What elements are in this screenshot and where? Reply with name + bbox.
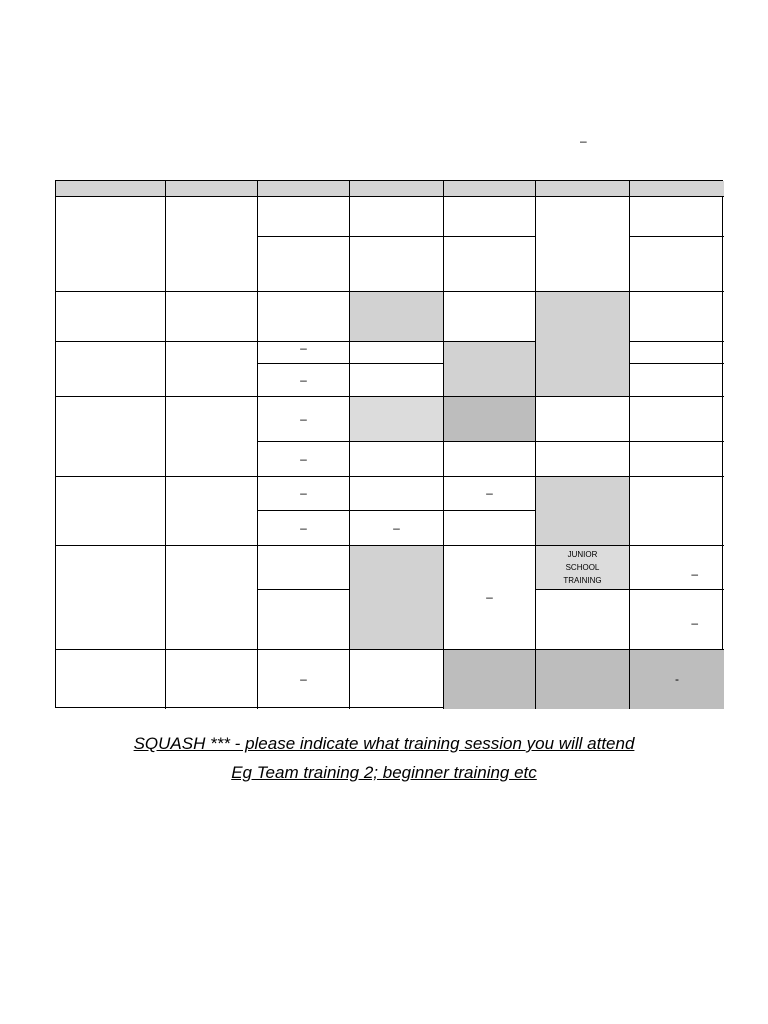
row2-col1 (56, 292, 166, 342)
row1b-col7 (630, 237, 724, 292)
row2-col5 (444, 292, 536, 342)
row7-col6-shaded (536, 650, 630, 709)
row7-col4 (350, 650, 444, 709)
row1a-col3 (258, 197, 350, 237)
row7-col2 (166, 650, 258, 709)
row5a-col3: – (258, 477, 350, 511)
row6a-col7: – (630, 546, 724, 590)
row6b-col3 (258, 590, 350, 650)
row4a-col3: – (258, 397, 350, 442)
row5-col6-shaded (536, 477, 630, 546)
squash-note: SQUASH *** - please indicate what training session you will attend (133, 734, 635, 753)
row3b-col4 (350, 364, 444, 397)
row3b-col3: – (258, 364, 350, 397)
row1a-col4 (350, 197, 444, 237)
row2-col3 (258, 292, 350, 342)
row5b-col4: – (350, 511, 444, 546)
header-cell-3 (258, 181, 350, 197)
header-cell-5 (444, 181, 536, 197)
row7-col3: – (258, 650, 350, 709)
row6a-col3 (258, 546, 350, 590)
row4-col2 (166, 397, 258, 477)
row6b-col7: – (630, 590, 724, 650)
row4a-col6 (536, 397, 630, 442)
row4b-col7 (630, 442, 724, 477)
row1b-col4 (350, 237, 444, 292)
row5-col1 (56, 477, 166, 546)
row6-col2 (166, 546, 258, 650)
training-schedule-table (55, 180, 723, 708)
row4a-col7 (630, 397, 724, 442)
row3a-col3: – (258, 342, 350, 364)
example-note: Eg Team training 2; beginner training etc (231, 763, 537, 782)
header-cell-6 (536, 181, 630, 197)
row5a-col4 (350, 477, 444, 511)
row2-col2 (166, 292, 258, 342)
row2-col7 (630, 292, 724, 342)
row3-col1 (56, 342, 166, 397)
row4b-col3: – (258, 442, 350, 477)
row5-col7 (630, 477, 724, 546)
row7-col7-shaded: - (630, 650, 724, 709)
row1-col1 (56, 197, 166, 292)
row5b-col5 (444, 511, 536, 546)
header-cell-7 (630, 181, 724, 197)
header-cell-4 (350, 181, 444, 197)
row3a-col7 (630, 342, 724, 364)
row6b-col6 (536, 590, 630, 650)
row4-col1 (56, 397, 166, 477)
row1b-col5 (444, 237, 536, 292)
junior-school-training-cell: JUNIOR SCHOOL TRAINING (536, 546, 630, 590)
row4a-col4-shaded (350, 397, 444, 442)
row4a-col5-shaded (444, 397, 536, 442)
row6-col5: – (444, 546, 536, 650)
row2-3-col6-shaded (536, 292, 630, 397)
row3b-col7 (630, 364, 724, 397)
row5a-col5: – (444, 477, 536, 511)
row6-col4-shaded (350, 546, 444, 650)
row6-col1 (56, 546, 166, 650)
row4b-col6 (536, 442, 630, 477)
row3-col2 (166, 342, 258, 397)
header-cell-1 (56, 181, 166, 197)
row4b-col4 (350, 442, 444, 477)
row5-col2 (166, 477, 258, 546)
row3a-col4 (350, 342, 444, 364)
row4b-col5 (444, 442, 536, 477)
row1b-col3 (258, 237, 350, 292)
row5b-col3: – (258, 511, 350, 546)
top-dash-mark: – (580, 134, 587, 148)
row1-col2 (166, 197, 258, 292)
row3-col5-shaded (444, 342, 536, 397)
row2-col4-shaded (350, 292, 444, 342)
header-cell-2 (166, 181, 258, 197)
row7-col5-shaded (444, 650, 536, 709)
row7-col1 (56, 650, 166, 709)
row1a-col7 (630, 197, 724, 237)
row1a-col5 (444, 197, 536, 237)
row1-col6 (536, 197, 630, 292)
